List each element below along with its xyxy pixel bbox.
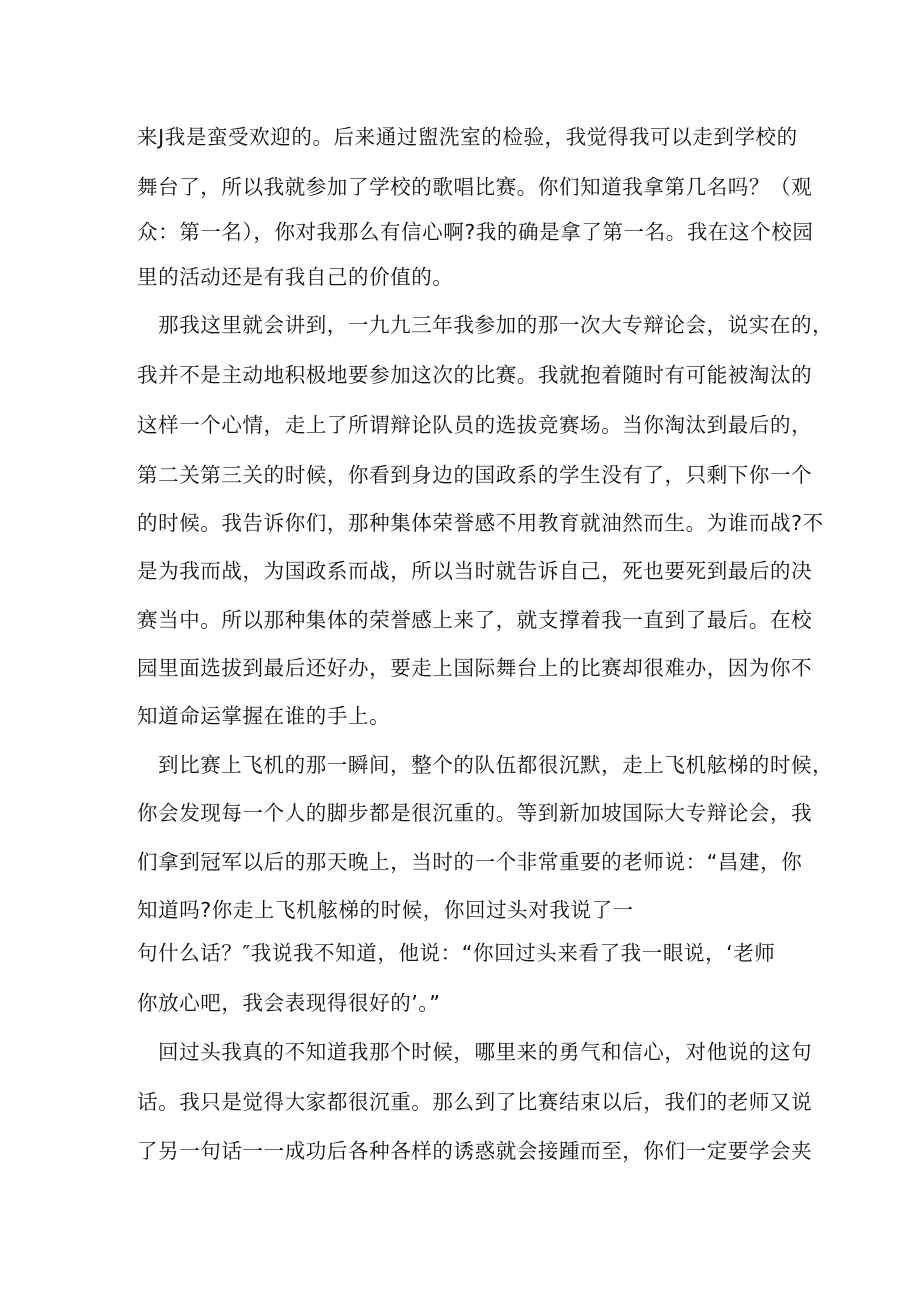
text-line: 知道吗?你走上飞机舷梯的时候，你回过头对我说了一	[137, 898, 634, 922]
text-line: 到比赛上飞机的那一瞬间，整个的队伍都很沉默，走上飞机舷梯的时候，	[158, 753, 834, 777]
text-line: 的时候。我告诉你们，那种集体荣誉感不用教育就油然而生。为谁而战?不	[137, 511, 824, 535]
text-line: 话。我只是觉得大家都很沉重。那么到了比赛结束以后，我们的老师又说	[137, 1090, 813, 1114]
text-line: 你会发现每一个人的脚步都是很沉重的。等到新加坡国际大专辩论会，我	[137, 801, 813, 825]
text-line: 赛当中。所以那种集体的荣誉感上来了，就支撑着我一直到了最后。在校	[137, 608, 813, 632]
text-line: 来J我是蛮受欢迎的。后来通过盥洗室的检验，我觉得我可以走到学校的	[137, 125, 798, 149]
text-line: 舞台了，所以我就参加了学校的歌唱比赛。你们知道我拿第几名吗？（观	[137, 175, 813, 199]
text-line: 这样一个心情，走上了所谓辩论队员的选拔竞赛场。当你淘汰到最后的，	[137, 413, 813, 437]
text-line: 第二关第三关的时候，你看到身边的国政系的学生没有了，只剩下你一个	[137, 463, 813, 487]
text-line: 句什么话？″我说我不知道，他说：“你回过头来看了我一眼说，‘老师	[137, 941, 776, 965]
text-line: 知道命运掌握在谁的手上。	[137, 704, 391, 728]
text-line: 你放心吧，我会表现得很好的’。”	[137, 991, 441, 1015]
text-line: 里的活动还是有我自己的价值的。	[137, 265, 454, 289]
text-line: 了另一句话一一成功后各种各样的诱惑就会接踵而至，你们一定要学会夹	[137, 1139, 813, 1163]
text-line: 们拿到冠军以后的那天晚上，当时的一个非常重要的老师说：“昌建，你	[137, 850, 803, 874]
text-line: 众：第一名），你对我那么有信心啊?我的确是拿了第一名。我在这个校园	[137, 220, 814, 244]
text-line: 我并不是主动地积极地要参加这次的比赛。我就抱着随时有可能被淘汰的	[137, 363, 813, 387]
text-line: 园里面选拔到最后还好办，要走上国际舞台上的比赛却很难办，因为你不	[137, 656, 813, 680]
text-line: 回过头我真的不知道我那个时候，哪里来的勇气和信心，对他说的这句	[158, 1040, 813, 1064]
text-line: 是为我而战，为国政系而战，所以当时就告诉自己，死也要死到最后的决	[137, 559, 813, 583]
text-line: 那我这里就会讲到，一九九三年我参加的那一次大专辩论会，说实在的，	[158, 313, 834, 337]
